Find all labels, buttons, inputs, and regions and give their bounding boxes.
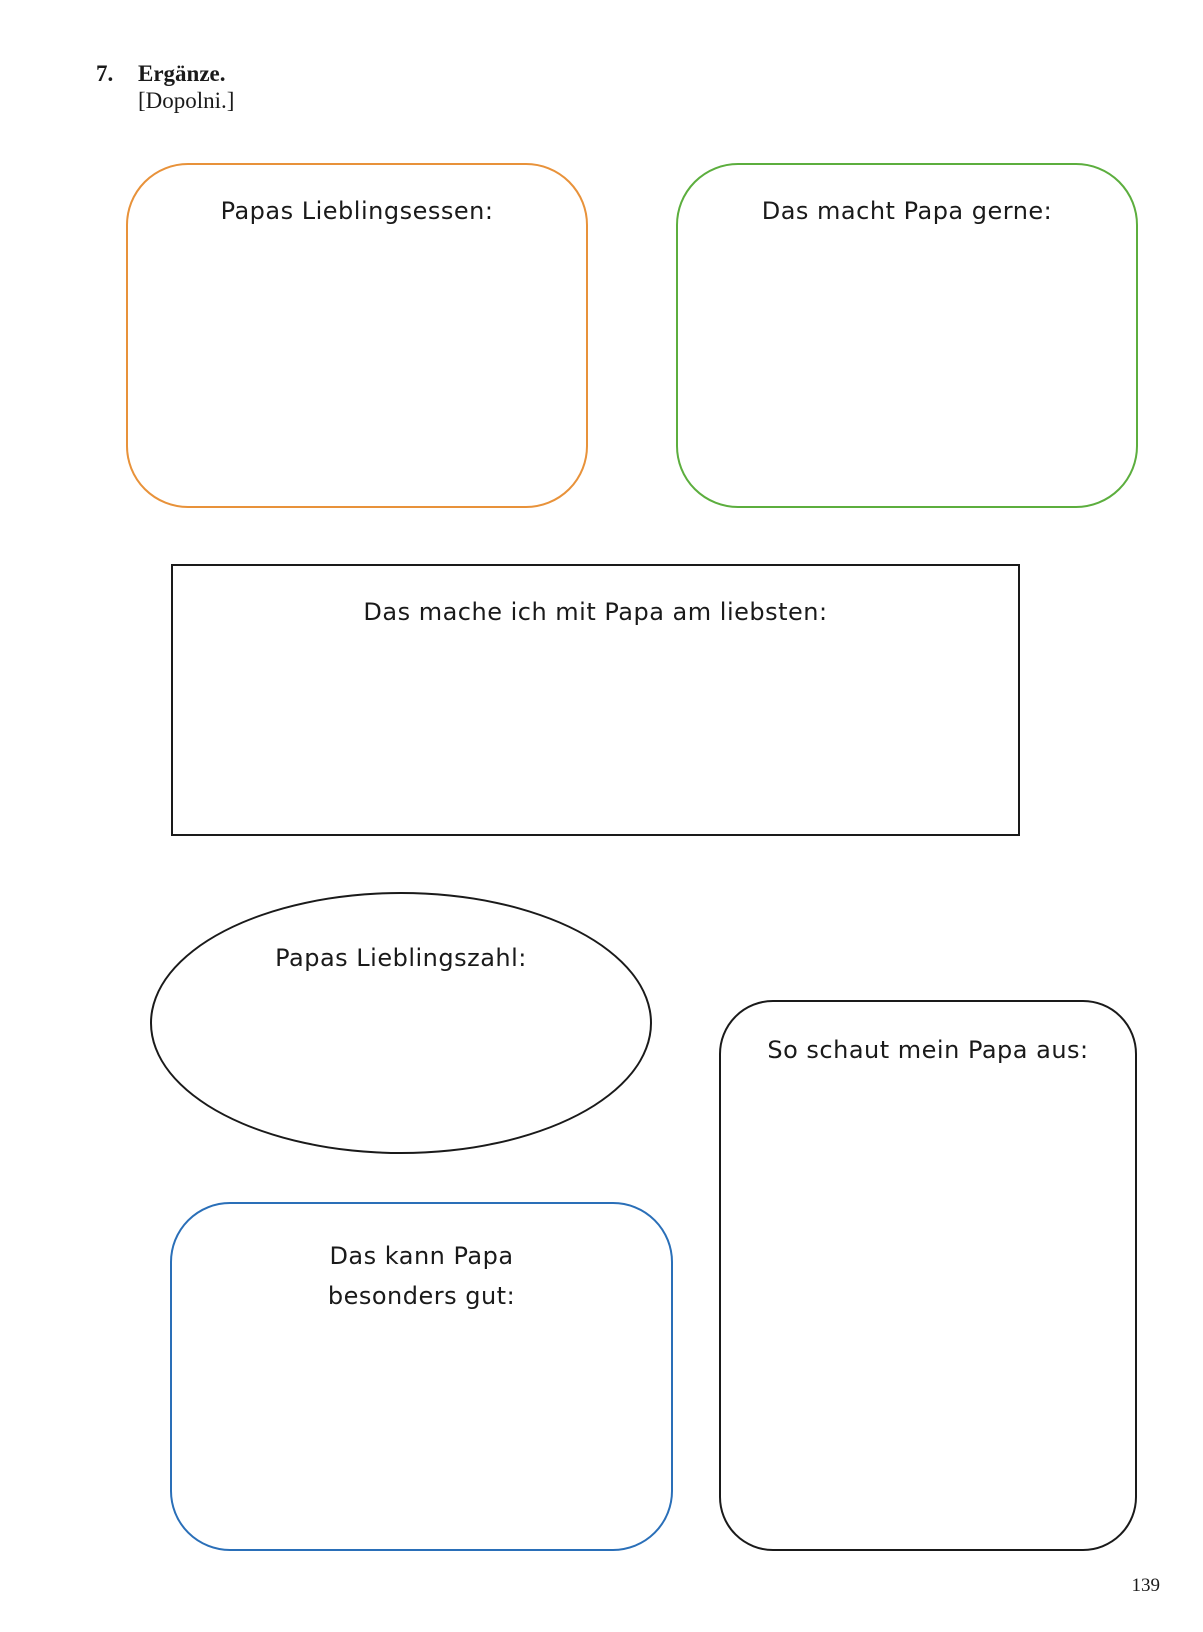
special-skill-box[interactable] bbox=[170, 1202, 673, 1551]
special-skill-label bbox=[172, 1236, 671, 1316]
task-heading bbox=[96, 60, 234, 114]
together-activity-box[interactable] bbox=[171, 564, 1020, 836]
appearance-drawing-box[interactable] bbox=[719, 1000, 1137, 1551]
favorite-food-label: Papas Lieblingsessen: bbox=[220, 197, 494, 225]
likes-to-do-box[interactable] bbox=[676, 163, 1138, 508]
task-number: 7. bbox=[96, 61, 114, 86]
page-number: 139 bbox=[1131, 1575, 1160, 1596]
appearance-label: So schaut mein Papa aus: bbox=[767, 1036, 1089, 1064]
favorite-food-box[interactable] bbox=[126, 163, 588, 508]
favorite-number-ellipse[interactable] bbox=[150, 892, 652, 1154]
favorite-number-label: Papas Lieblingszahl: bbox=[275, 944, 527, 972]
likes-to-do-label: Das macht Papa gerne: bbox=[761, 197, 1053, 225]
task-title: Ergänze. bbox=[138, 61, 226, 86]
special-skill-label-line1: Das kann Papa bbox=[329, 1242, 514, 1270]
task-translation: [Dopolni.] bbox=[138, 88, 235, 113]
together-activity-label: Das mache ich mit Papa am liebsten: bbox=[363, 598, 828, 626]
special-skill-label-line2: besonders gut: bbox=[327, 1282, 516, 1310]
